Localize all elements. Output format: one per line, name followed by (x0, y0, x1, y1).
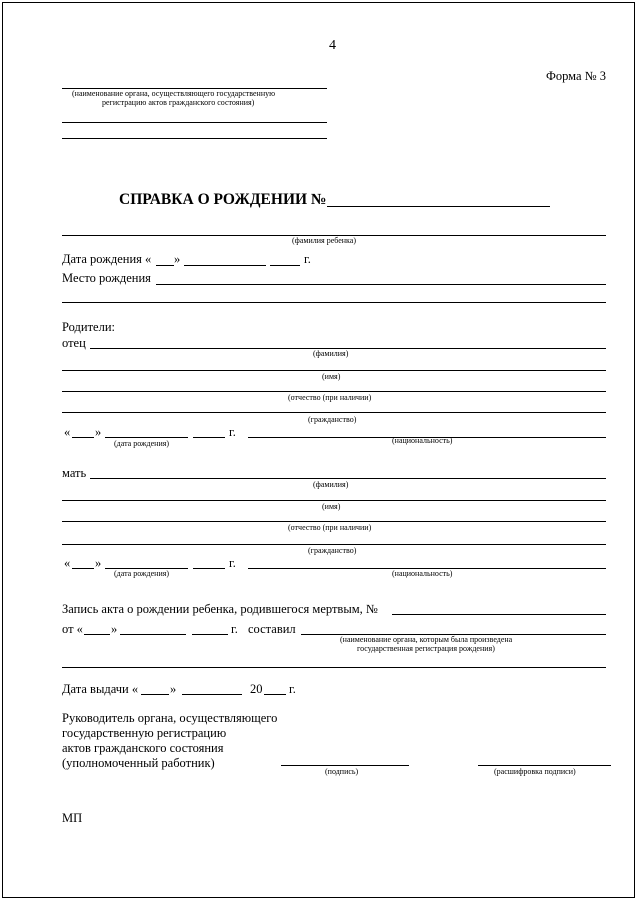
signature-caption: (подпись) (325, 767, 359, 776)
mother-dob-caption: (дата рождения) (114, 569, 170, 578)
issue-century: 20 (250, 682, 263, 696)
issuer-caption-2: регистрацию актов гражданского состояния) (102, 98, 255, 107)
father-name-line (62, 370, 606, 371)
record-month-line (120, 634, 186, 635)
record-number-line (392, 614, 606, 615)
signature-line (281, 765, 409, 766)
issuer-line-2 (62, 122, 327, 123)
issue-day-line (141, 694, 169, 695)
birth-day-line (156, 265, 174, 266)
child-surname-caption: (фамилия ребенка) (292, 236, 357, 245)
mother-dob-quote-open: « (64, 556, 71, 570)
father-label: отец (62, 336, 86, 350)
issue-year-line (264, 694, 286, 695)
father-surname-caption: (фамилия) (313, 349, 349, 358)
birth-year-line (270, 265, 300, 266)
head-line-1: Руководитель органа, осуществляющего (62, 711, 278, 725)
issue-year-suffix: г. (289, 682, 296, 696)
record-caption-2: государственная регистрация рождения) (357, 644, 495, 653)
record-organ-line-2 (62, 667, 606, 668)
birth-place-label: Место рождения (62, 271, 151, 285)
birth-date-quote-close: » (174, 252, 181, 266)
father-patronymic-line (62, 391, 606, 392)
issue-month-line (182, 694, 242, 695)
father-patronymic-caption: (отчество (при наличии) (288, 393, 372, 402)
mother-citizenship-line (62, 544, 606, 545)
record-day-line (84, 634, 110, 635)
record-composed: составил (248, 622, 296, 636)
father-dob-quote-close: » (95, 425, 102, 439)
birth-place-line-2 (62, 302, 606, 303)
record-year-suffix: г. (231, 622, 238, 636)
issue-date-label: Дата выдачи « (62, 682, 139, 696)
birth-month-line (184, 265, 266, 266)
mother-dob-day-line (72, 568, 94, 569)
mother-surname-line (90, 478, 606, 479)
mother-dob-year-line (193, 568, 225, 569)
signature-decoding-line (478, 765, 611, 766)
mother-citizenship-caption: (гражданство) (308, 546, 357, 555)
mother-nationality-caption: (национальность) (392, 569, 453, 578)
birth-date-label: Дата рождения « (62, 252, 152, 266)
father-dob-year-line (193, 437, 225, 438)
stamp-label: МП (62, 811, 83, 825)
birth-place-line (156, 284, 606, 285)
issuer-line-3 (62, 138, 327, 139)
father-dob-year-suffix: г. (229, 425, 236, 439)
head-line-4: (уполномоченный работник) (62, 756, 215, 770)
parents-label: Родители: (62, 320, 115, 334)
record-caption-1: (наименование органа, которым была произведена (340, 635, 513, 644)
issuer-caption-1: (наименование органа, осуществляющего государственную (72, 89, 276, 98)
page-title: СПРАВКА О РОЖДЕНИИ № (119, 191, 327, 208)
mother-dob-quote-close: » (95, 556, 102, 570)
father-dob-month-line (105, 437, 188, 438)
head-line-3: актов гражданского состояния (62, 741, 224, 755)
father-citizenship-caption: (гражданство) (308, 415, 357, 424)
certificate-number-line (327, 206, 550, 207)
page-number: 4 (329, 38, 336, 53)
record-from: от « (62, 622, 83, 636)
issue-quote-close: » (170, 682, 177, 696)
mother-patronymic-line (62, 521, 606, 522)
father-dob-day-line (72, 437, 94, 438)
mother-label: мать (62, 466, 87, 480)
mother-patronymic-caption: (отчество (при наличии) (288, 523, 372, 532)
signature-decoding-caption: (расшифровка подписи) (494, 767, 576, 776)
mother-name-caption: (имя) (322, 502, 341, 511)
form-number: Форма № 3 (546, 69, 606, 83)
father-citizenship-line (62, 412, 606, 413)
birth-date-year-suffix: г. (304, 252, 311, 266)
record-year-line (192, 634, 228, 635)
father-nationality-caption: (национальность) (392, 436, 453, 445)
mother-dob-year-suffix: г. (229, 556, 236, 570)
head-line-2: государственную регистрацию (62, 726, 227, 740)
record-label: Запись акта о рождении ребенка, родившегося мертвым, № (62, 602, 378, 616)
father-surname-line (90, 348, 606, 349)
record-quote-close: » (111, 622, 118, 636)
father-dob-quote-open: « (64, 425, 71, 439)
mother-surname-caption: (фамилия) (313, 480, 349, 489)
father-name-caption: (имя) (322, 372, 341, 381)
father-dob-caption: (дата рождения) (114, 439, 170, 448)
mother-name-line (62, 500, 606, 501)
